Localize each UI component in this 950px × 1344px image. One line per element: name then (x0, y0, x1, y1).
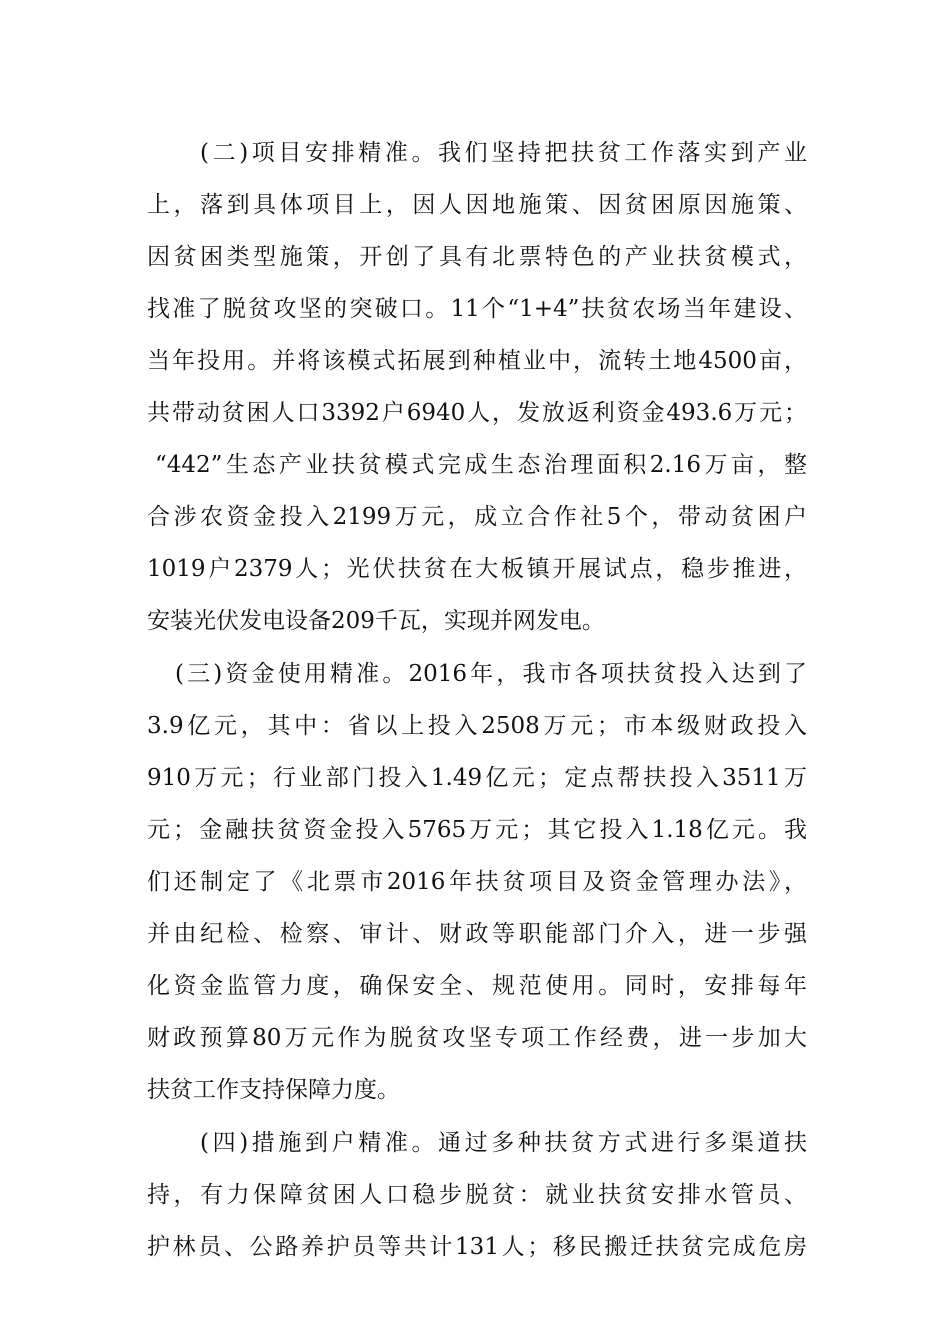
paragraph-line: 持，有力保障贫困人口稳步脱贫：就业扶贫安排水管员、 (147, 1182, 807, 1208)
paragraph-line: (二)项目安排精准。我们坚持把扶贫工作落实到产业 (200, 140, 807, 166)
paragraph-line: 财政预算80万元作为脱贫攻坚专项工作经费，进一步加大 (147, 1025, 807, 1051)
paragraph-line: “442”生态产业扶贫模式完成生态治理面积2.16万亩，整 (155, 452, 807, 478)
paragraph-line: 并由纪检、检察、审计、财政等职能部门介入，进一步强 (147, 921, 807, 947)
paragraph-line: 合涉农资金投入2199万元，成立合作社5个，带动贫困户 (147, 504, 807, 530)
paragraph-line: 3.9亿元，其中：省以上投入2508万元；市本级财政投入 (147, 713, 807, 739)
paragraph-line: 们还制定了《北票市2016年扶贫项目及资金管理办法》， (147, 869, 807, 895)
paragraph-line: 安装光伏发电设备209千瓦，实现并网发电。 (147, 608, 605, 634)
paragraph-line: (四)措施到户精准。通过多种扶贫方式进行多渠道扶 (200, 1130, 807, 1156)
paragraph-line: 当年投用。并将该模式拓展到种植业中，流转土地4500亩， (147, 348, 807, 374)
paragraph-line: 910万元；行业部门投入1.49亿元；定点帮扶投入3511万 (147, 765, 807, 791)
paragraph-line: 化资金监管力度，确保安全、规范使用。同时，安排每年 (147, 973, 807, 999)
paragraph-line: 上，落到具体项目上，因人因地施策、因贫困原因施策、 (147, 192, 807, 218)
paragraph-line: 1019户2379人；光伏扶贫在大板镇开展试点，稳步推进， (147, 556, 807, 582)
paragraph-line: (三)资金使用精准。2016年，我市各项扶贫投入达到了 (175, 661, 807, 687)
paragraph-line: 扶贫工作支持保障力度。 (147, 1077, 400, 1103)
paragraph-line: 找准了脱贫攻坚的突破口。11个“1+4”扶贫农场当年建设、 (147, 296, 807, 322)
paragraph-line: 因贫困类型施策，开创了具有北票特色的产业扶贫模式， (147, 244, 807, 270)
paragraph-line: 护林员、公路养护员等共计131人；移民搬迁扶贫完成危房 (147, 1234, 807, 1260)
paragraph-line: 元；金融扶贫资金投入5765万元；其它投入1.18亿元。我 (147, 817, 807, 843)
paragraph-line: 共带动贫困人口3392户6940人，发放返利资金493.6万元； (147, 400, 807, 426)
